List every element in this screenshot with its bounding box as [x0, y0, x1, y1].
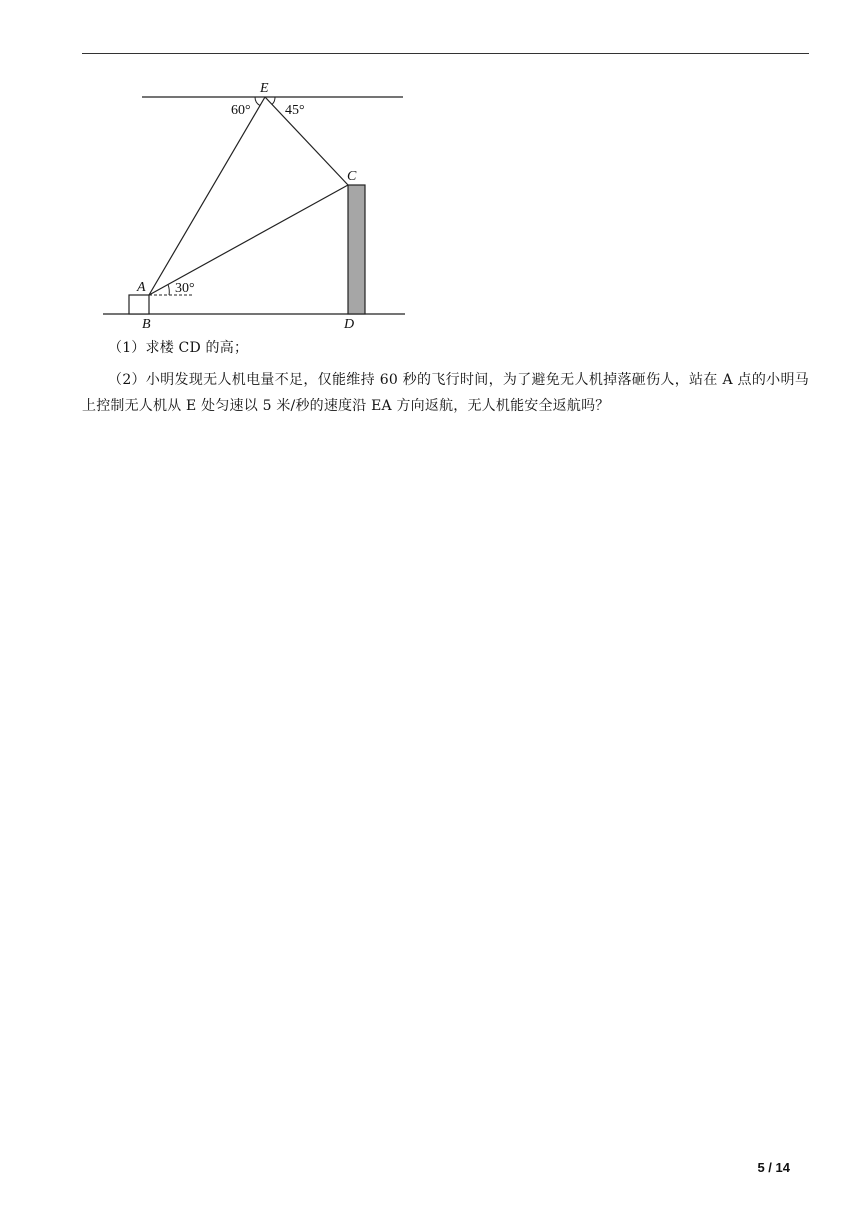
label-c: C [347, 169, 357, 184]
observer-box [129, 295, 149, 314]
arc-a [168, 285, 169, 296]
arc-e-right [272, 97, 275, 105]
building-cd [348, 185, 365, 314]
geometry-figure [95, 78, 415, 333]
line-ac [149, 185, 348, 295]
arc-e-left [255, 97, 260, 106]
label-b: B [142, 317, 151, 332]
angle-e-right: 45° [285, 103, 305, 118]
angle-e-left: 60° [231, 103, 251, 118]
label-a: A [137, 280, 146, 295]
question-1: （1）求楼 CD 的高； [108, 340, 249, 356]
line-ea [149, 97, 265, 295]
question-2: （2）小明发现无人机电量不足，仅能维持 60 秒的飞行时间，为了避免无人机掉落砸伤人，站在 A 点的小明马上控制无人机从 E 处匀速以 5 米/秒的速度沿 EA 方向返航，无人机能安全返航吗？ [82, 372, 809, 414]
page-number: 5 / 14 [757, 1160, 790, 1175]
header-rule [82, 53, 809, 54]
label-d: D [344, 317, 355, 332]
line-ec [265, 97, 348, 185]
label-e: E [260, 81, 269, 96]
angle-a: 30° [175, 281, 195, 296]
geometry-svg [95, 78, 415, 333]
